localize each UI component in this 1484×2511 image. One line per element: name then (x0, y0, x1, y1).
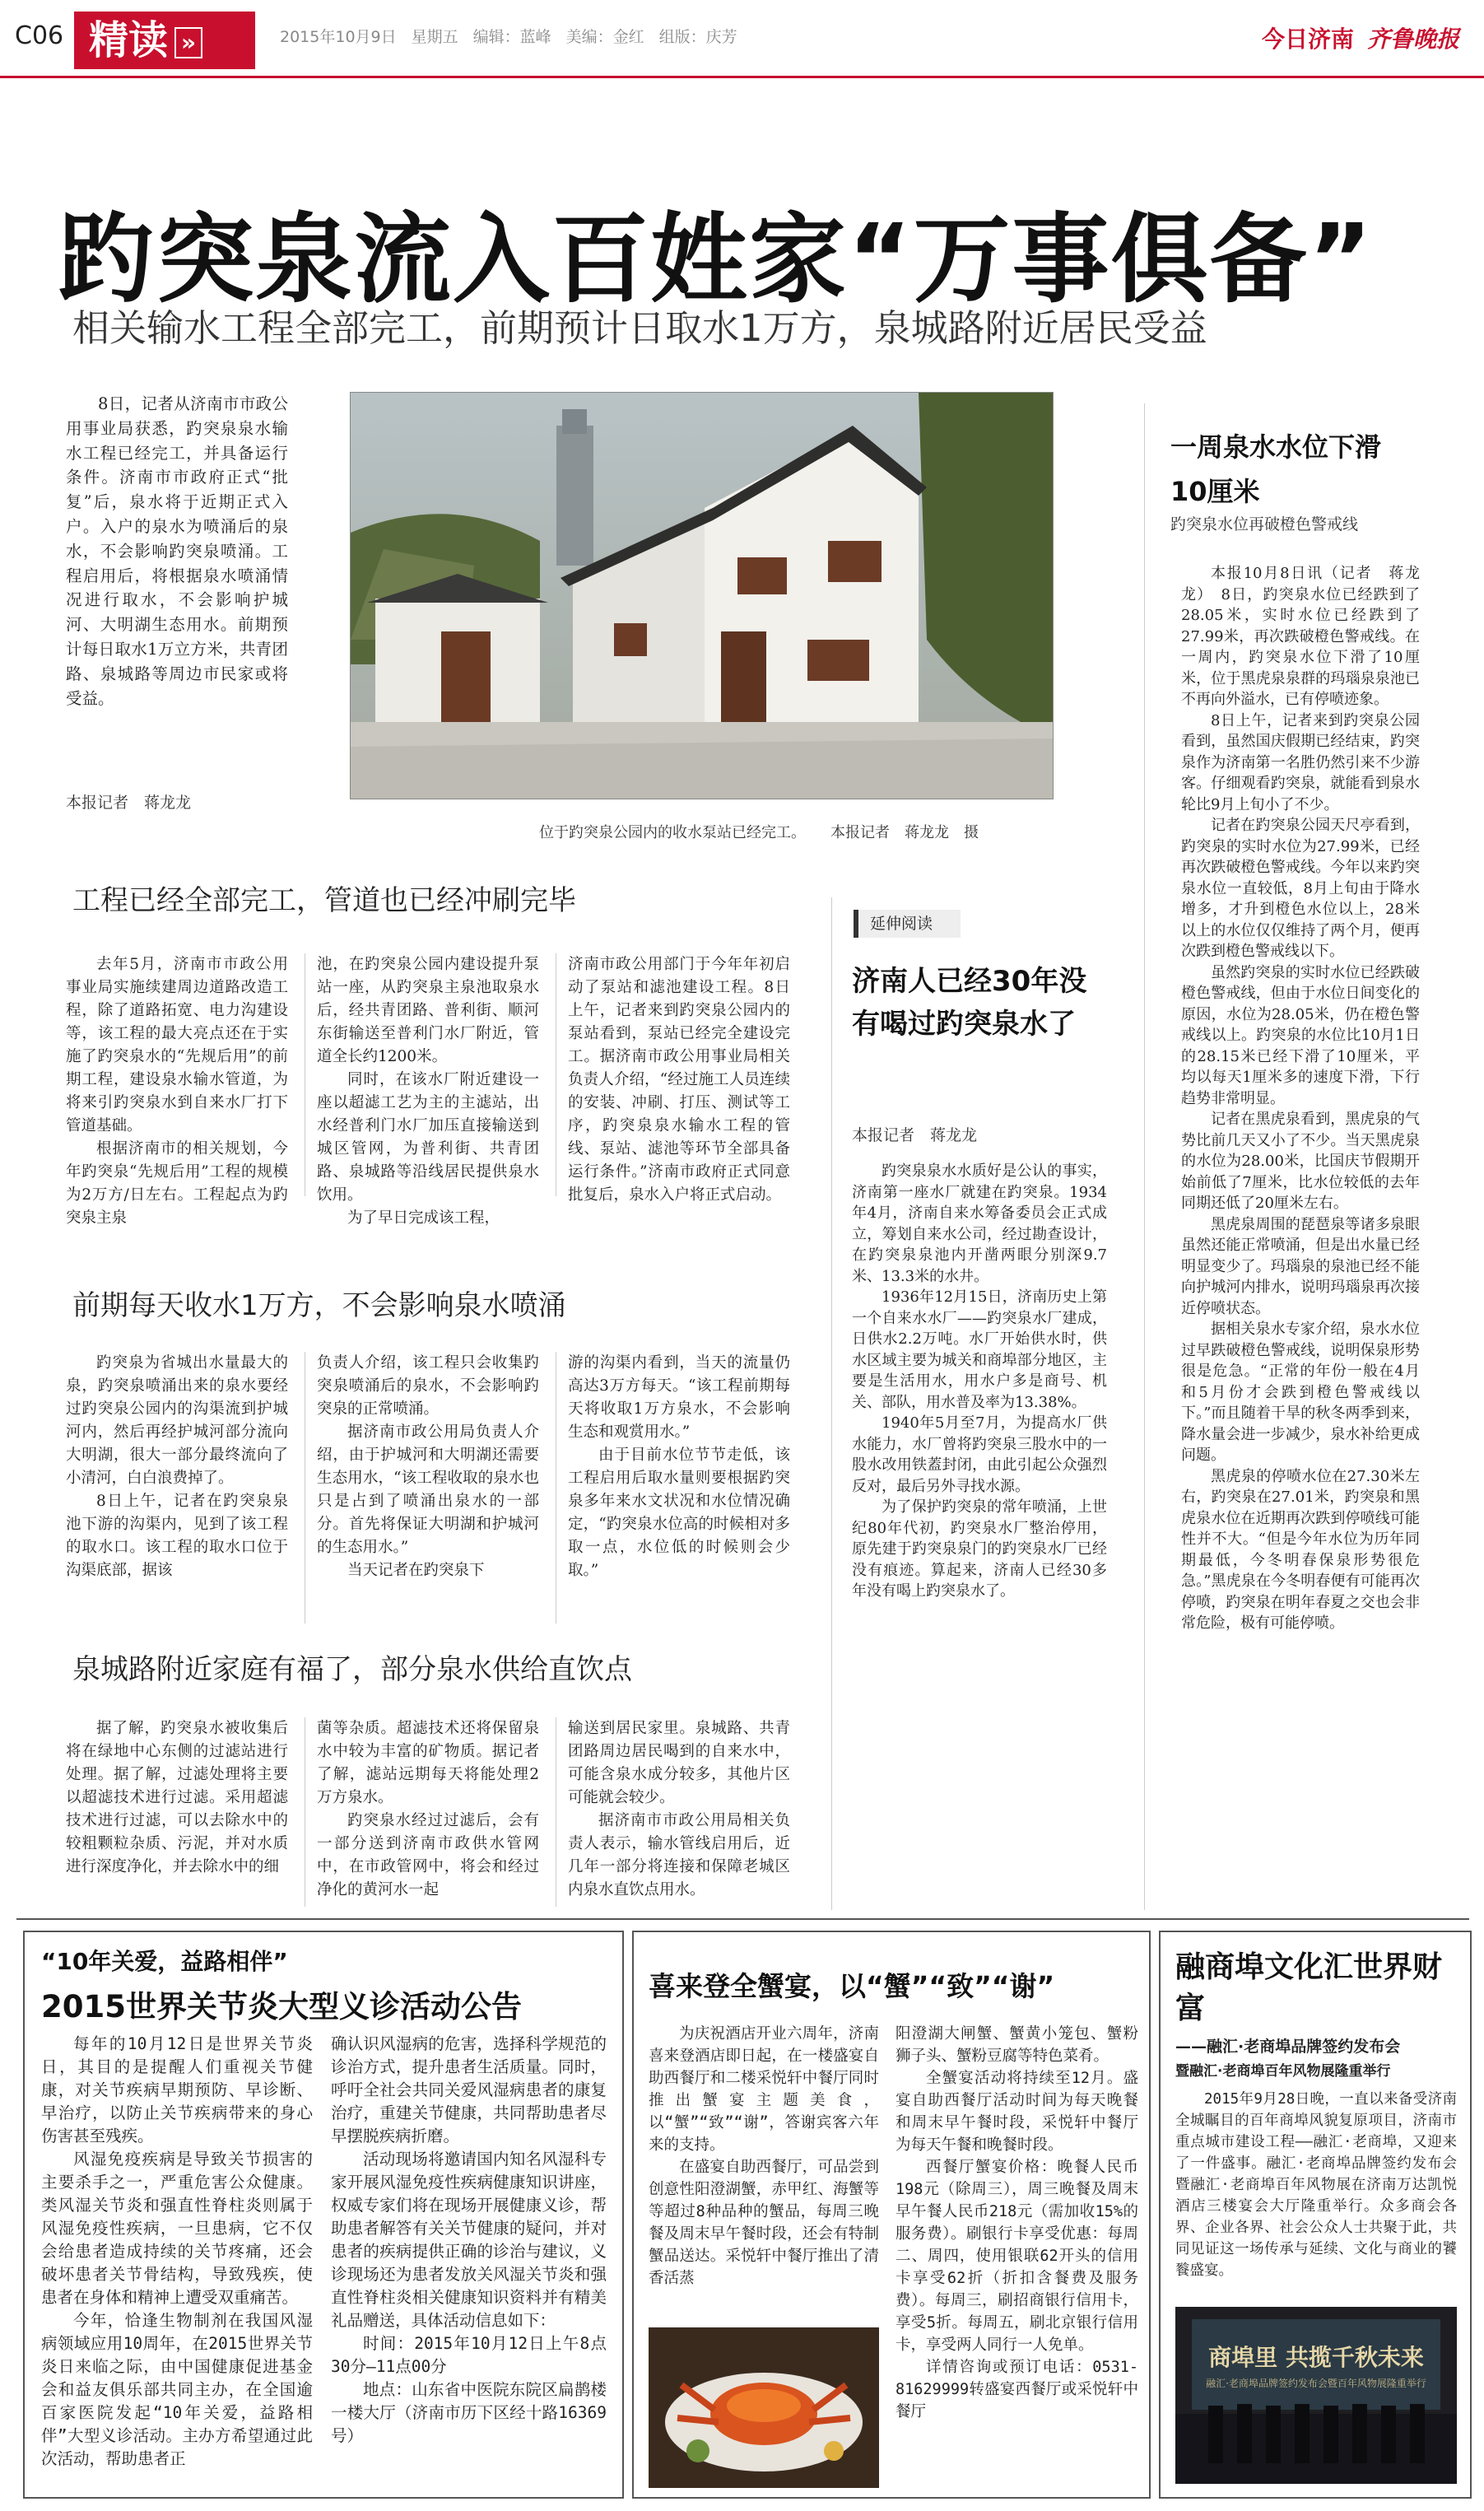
crab-illustration (649, 2327, 879, 2488)
paragraph: 今年，恰逢生物制剂在我国风湿病领域应用10周年，在2015世界关节炎日来临之际，由中国健康促进基金会和益友俱乐部共同主办，在全国逾百家医院发起“10年关爱，益路相伴”大型义诊活动。主办方希望通过此次活动，帮助患者正 (41, 2311, 313, 2468)
paragraph: 确认识风湿病的危害，选择科学规范的诊治方式，提升患者生活质量。同时，呼吁全社会共同关爱风湿病患者的康复治疗，重建关节健康，共同帮助患者尽早摆脱疾病折磨。 (331, 2034, 607, 2145)
extended-reading-body (852, 1161, 1107, 1602)
stage-banner-subtext: 融汇·老商埠品牌签约发布会暨百年风物展隆重举行 (1206, 2378, 1426, 2389)
paragraph: 据相关泉水专家介绍，泉水水位过早跌破橙色警戒线，说明保泉形势很是危急。“正常的年份一般在4月和5月份才会跌到橙色警戒线以下。”而且随着干旱的秋冬两季到来，降水量会进一步减少，泉水补给更成问题。 (1181, 1321, 1420, 1464)
paragraph: 去年5月，济南市市政公用事业局实施续建周边道路改造工程，除了道路拓宽、电力沟建设等，该工程的最大亮点还在于实施了趵突泉水的“先规后用”的前期工程，建设泉水输水管道，为将来引趵突泉水到自来水厂打下管道基础。 (66, 956, 288, 1134)
ad1-tag: “10年关爱，益路相伴” (41, 1948, 288, 1975)
ad3-subtitle-1: ——融汇·老商埠品牌签约发布会 (1175, 2038, 1401, 2056)
lead-byline: 本报记者 蒋龙龙 (66, 794, 192, 812)
paragraph: 趵突泉泉水水质好是公认的事实，济南第一座水厂就建在趵突泉。1934年4月，济南自来水筹备委员会正式成立，筹划自来水公司，经过勘查设计，在趵突泉泉池内开凿两眼分别深9.7米、13.3米的水井。 (852, 1162, 1107, 1285)
paragraph: 全蟹宴活动将持续至12月。盛宴自助西餐厅活动时间为每天晚餐和周末早午餐时段，采悦轩中餐厅为每天午餐和晚餐时段。 (896, 2070, 1138, 2154)
paragraph: 每年的10月12日是世界关节炎日，其目的是提醒人们重视关节健康，对关节疾病早期预防、早诊断、早治疗，以防止关节疾病带来的身心伤害甚至残疾。 (41, 2034, 313, 2145)
ad3-subtitle-2: 暨融汇·老商埠百年风物展隆重举行 (1175, 2063, 1391, 2080)
headline: 趵突泉流入百姓家“万事俱备” (58, 203, 1375, 316)
paragraph: 黑虎泉的停喷水位在27.30米左右，趵突泉在27.01米，趵突泉和黑虎泉水位在近期再次跌到停喷线可能性并不大。“但是今年水位为历年同期最低，今冬明春保泉形势很危急。”黑虎泉在今冬明春便有可能再次停喷，趵突泉在明年春夏之交也会非常危险，极有可能停喷。 (1181, 1467, 1420, 1632)
paragraph: 1940年5月至7月，为提高水厂供水能力，水厂曾将趵突泉三股水中的一股水改用铁蓋封闭，由此引起公众强烈反对，最后另外寻找水源。 (852, 1414, 1107, 1495)
paragraph: 济南市政公用部门于今年年初启动了泵站和滤池建设工程。8日上午，记者来到趵突泉公园内的泵站看到，泵站已经完全建设完工。据济南市政公用事业局相关负责人介绍，“经过施工人员连续的安装、冲刷、打压、测试等工序，趵突泉泉水输水工程的管线、泵站、滤池等环节全部具备运行条件。”济南市政府正式同意批复后，泉水入户将正式启动。 (568, 956, 790, 1204)
paragraph: 西餐厅蟹宴价格：晚餐人民币198元（除周三），周三晚餐及周末早午餐人民币218元（需加收15%的服务费）。刷银行卡享受优惠：每周二、周四，使用银联62开头的信用卡享受62折（折扣含餐费及服务费）。每周三，刷招商银行信用卡，享受5折。每周五，刷北京银行信用卡，享受两人同行一人免单。 (896, 2159, 1138, 2354)
sidebar-subtitle: 趵突泉水位再破橙色警戒线 (1170, 515, 1359, 533)
paragraph: 时间：2015年10月12日上午8点30分—11点00分 (331, 2334, 607, 2376)
header-right (1262, 21, 1459, 54)
editor-credit: 编辑：蓝峰 (472, 28, 551, 46)
section1-column-1 (66, 953, 288, 1230)
paragraph: 为庆祝酒店开业六周年，济南喜来登酒店即日起，在一楼盛宴自助西餐厅和二楼采悦轩中餐厅同时推出蟹宴主题美食，以“蟹”“致”“谢”，答谢宾客六年来的支持。 (649, 2025, 879, 2154)
paragraph: 当天记者在趵突泉下 (347, 1562, 485, 1579)
paragraph: 由于目前水位节节走低，该工程启用后取水量则要根据趵突泉多年来水文状况和水位情况确定，“趵突泉水位高的时候相对多取一点，水位低的时候则会少取。” (568, 1447, 790, 1579)
paragraph: 据了解，趵突泉水被收集后将在绿地中心东侧的过滤站进行处理。据了解，过滤处理将主要以超滤技术进行过滤。采用超滤技术进行过滤，可以去除水中的较粗颗粒杂质、污泥，并对水质进行深度净化，并去除水中的细 (66, 1720, 288, 1875)
paragraph: 本报10月8日讯（记者 蒋龙龙） 8日，趵突泉水位已经跌到了28.05米，实时水位已经跌到了27.99米，再次跌破橙色警戒线。在一周内，趵突泉水位下滑了10厘米，位于黑虎泉泉群的玛瑙泉泉池已不再向外溢水，已有停喷迹象。 (1181, 565, 1420, 708)
section1-column-2 (317, 953, 539, 1230)
layout-credit: 组版：庆芳 (658, 28, 737, 46)
stage-illustration (1175, 2307, 1457, 2484)
extension-divider (831, 897, 832, 1910)
photo-credit: 本报记者 蒋龙龙 摄 (830, 824, 979, 841)
sidebar-body (1181, 563, 1420, 1634)
pump-station-illustration (351, 393, 1054, 799)
photo-caption: 位于趵突泉公园内的收水泵站已经完工。 (539, 824, 806, 841)
ad1-column-2 (331, 2033, 607, 2448)
paragraph: 同时，在该水厂附近建设一座以超滤工艺为主的主滤站，出水经普利门水厂加压直接输送到城区管网，为普利街、共青团路、泉城路等沿线居民提供泉水饮用。 (317, 1071, 539, 1204)
header-rule (0, 76, 1484, 78)
issue-weekday: 星期五 (411, 28, 458, 46)
section-heading-3: 泉城路附近家庭有福了，部分泉水供给直饮点 (72, 1653, 632, 1686)
ad2-title: 喜来登全蟹宴，以“蟹”“致”“谢” (649, 1970, 1055, 2002)
ad-sheraton-crab-feast (632, 1931, 1151, 2499)
ad3-body: 2015年9月28日晚，一直以来备受济南全城瞩目的百年商埠风貌复原项目，济南市重点城市建设工程——融汇·老商埠，又迎来了一件盛事。融汇·老商埠品牌签约发布会暨融汇·老商埠百年风物展在济南万达凯悦酒店三楼宴会大厅隆重举行。众多商会各界、企业各界、社会公众人士共聚于此，共同见证这一场传承与延续、文化与商业的饕餮盛宴。 (1175, 2091, 1457, 2279)
section3-column-3 (568, 1717, 790, 1902)
paragraph: 详情咨询或预订电话：0531-81629999转盛宴西餐厅或采悦轩中餐厅 (896, 2359, 1138, 2420)
paragraph: 在盛宴自助西餐厅，可品尝到创意性阳澄湖蟹，赤甲红、海蟹等等超过8种品种的蟹品，每周三晚餐及周末早午餐时段，还会有特制蟹品送达。采悦轩中餐厅推出了清香活蒸 (649, 2159, 879, 2287)
paragraph: 根据济南市的相关规划，今年趵突泉“先规后用”工程的规模为2万方/日左右。工程起点为趵突泉主泉 (66, 1140, 288, 1227)
paragraph: 游的沟渠内看到，当天的流量仍高达3万方每天。“该工程前期每天将收取1万方泉水，不会影响生态和观赏用水。” (568, 1354, 790, 1441)
paragraph: 活动现场将邀请国内知名风湿科专家开展风湿免疫性疾病健康知识讲座，权威专家们将在现场开展健康义诊，帮助患者解答有关关节健康的疑问，并对患者的疾病提供正确的诊治与建议，义诊现场还为患者发放关风湿关节炎和强直性脊柱炎相关健康知识资料并有精美礼品赠送，具体活动信息如下： (331, 2150, 607, 2330)
paragraph: 输送到居民家里。泉城路、共青团路周边居民喝到的自来水中，可能含泉水成分较多，其他片区可能就会较少。 (568, 1720, 790, 1806)
event-photo (1175, 2307, 1457, 2484)
paragraph: 地点：山东省中医院东院区扁鹊楼一楼大厅（济南市历下区经十路16369号） (331, 2380, 607, 2445)
ad-band-rule (16, 1918, 1469, 1920)
paragraph: 趵突泉水经过过滤后，会有一部分送到济南市政供水管网中，在市政管网中，将会和经过净化的黄河水一起 (317, 1812, 539, 1898)
section1-column-3 (568, 953, 790, 1207)
extended-reading-tag: 延伸阅读 (854, 910, 961, 938)
paragraph: 据济南市政公用局负责人介绍，由于护城河和大明湖还需要生态用水，“该工程收取的泉水也只是占到了喷涌出泉水的一部分。首先将保证大明湖和护城河的生态用水。” (317, 1423, 539, 1556)
section-name: 精读 (89, 17, 169, 63)
section-heading-2: 前期每天收水1万方，不会影响泉水喷涌 (72, 1289, 566, 1322)
stage-banner-text: 商埠里 共揽千秋未来 (1208, 2344, 1424, 2371)
section2-column-1 (66, 1352, 288, 1582)
paragraph: 黑虎泉周围的琵琶泉等诸多泉眼虽然还能正常喷涌，但是出水量已经明显变少了。玛瑙泉的泉池已经不能向护城河内排水，说明玛瑙泉再次接近停喷状态。 (1181, 1215, 1420, 1317)
paragraph: 风湿免疫疾病是导致关节损害的主要杀手之一，严重危害公众健康。类风湿关节炎和强直性脊柱炎则属于风湿免疫性疾病，一旦患病，它不仅会给患者造成持续的关节疼痛，还会破坏患者关节骨结构，导致残疾，使患者在身体和精神上遭受双重痛苦。 (41, 2150, 313, 2307)
section2-column-2 (317, 1352, 539, 1582)
issue-meta (280, 25, 752, 47)
section3-column-2 (317, 1717, 539, 1902)
paragraph: 负责人介绍，该工程只会收集趵突泉喷涌后的泉水，不会影响趵突泉的正常喷涌。 (317, 1354, 539, 1418)
paragraph: 据济南市市政公用局相关负责人表示，输水管线启用后，近几年一部分将连接和保障老城区内泉水直饮点用水。 (568, 1812, 790, 1898)
paragraph: 菌等杂质。超滤技术还将保留泉水中较为丰富的矿物质。据记者了解，滤站远期每天将能处理2万方泉水。 (317, 1720, 539, 1806)
chevron-right-icon: » (174, 27, 202, 58)
paragraph: 记者在趵突泉公园天尺亭看到，趵突泉的实时水位为27.99米，已经再次跌破橙色警戒线。今年以来趵突泉水位一直较低，8月上旬由于降水增多，才升到橙色水位以上，28米以上的水位仅仅维持了两个月，便再次跌到橙色警戒线以下。 (1181, 817, 1420, 960)
photo-caption-row (539, 821, 979, 842)
ad2-column-2 (896, 2023, 1138, 2423)
ad1-title: 2015世界关节炎大型义诊活动公告 (41, 1989, 522, 2024)
ad-old-commercial-port (1159, 1931, 1472, 2499)
paragraph: 1936年12月15日，济南历史上第一个自来水水厂——趵突泉水厂建成，日供水2.2万吨。水厂开始供水时，供水区域主要为城关和商埠部分地区，主要是生活用水，用水户多是商号、机关、部队，用水普及率为13.38%。 (852, 1288, 1107, 1411)
paragraph: 池，在趵突泉公园内建设提升泵站一座，从趵突泉主泉池取泉水后，经共青团路、普利街、顺河东街输送至普利门水厂附近，管道全长约1200米。 (317, 956, 539, 1065)
art-editor-credit: 美编：金红 (565, 28, 644, 46)
lead-paragraph: 8日，记者从济南市市政公用事业局获悉，趵突泉泉水输水工程已经完工，并具备运行条件。济南市市政府正式“批复”后，泉水将于近期正式入户。入户的泉水为喷涌后的泉水，不会影响趵突泉喷涌。工程启用后，将根据泉水喷涌情况进行取水，不会影响护城河、大明湖生态用水。前期预计每日取水1万立方米，共青团路、泉城路等周边市民家或将受益。 (66, 394, 288, 708)
paragraph: 记者在黑虎泉看到，黑虎泉的气势比前几天又小了不少。当天黑虎泉的水位为28.00米，比国庆节假期开始前低了7厘米，比水位较低的去年同期还低了20厘米左右。 (1181, 1111, 1420, 1212)
section-heading-1: 工程已经全部完工，管道也已经冲刷完毕 (72, 884, 576, 917)
extended-reading-byline: 本报记者 蒋龙龙 (852, 1126, 978, 1144)
paragraph: 阳澄湖大闸蟹、蟹黄小笼包、蟹粉狮子头、蟹粉豆腐等特色菜肴。 (896, 2025, 1138, 2065)
section3-column-1 (66, 1717, 288, 1879)
paragraph: 虽然趵突泉的实时水位已经跌破橙色警戒线，但由于水位日间变化的原因，水位为28.05米，仍在橙色警戒线以上。趵突泉的水位比10月1日的28.15米已经下滑了10厘米，平均以每天1厘米多的速度下滑，下行趋势非常明显。 (1181, 963, 1420, 1107)
issue-date: 2015年10月9日 (280, 28, 397, 46)
section2-column-3 (568, 1352, 790, 1582)
page-code: C06 (15, 21, 64, 50)
section-badge (74, 12, 255, 69)
crab-dish-photo (649, 2327, 879, 2488)
subheadline: 相关输水工程全部完工，前期预计日取水1万方，泉城路附近居民受益 (72, 306, 1207, 350)
ad1-column-1 (41, 2033, 313, 2471)
paragraph: 8日上午，记者在趵突泉泉池下游的沟渠内，见到了该工程的取水口。该工程的取水口位于沟渠底部，据该 (66, 1493, 288, 1579)
header-column-name: 今日济南 (1261, 26, 1354, 53)
paragraph: 8日上午，记者来到趵突泉公园看到，虽然国庆假期已经结束，趵突泉作为济南第一名胜仍然引来不少游客。仔细观看趵突泉，就能看到泉水轮比9月上旬小了不少。 (1181, 711, 1420, 813)
ad-arthritis-clinic (23, 1931, 624, 2499)
paragraph: 趵突泉为省城出水量最大的泉，趵突泉喷涌出来的泉水要经过趵突泉公园内的沟渠流到护城河内，然后再经护城河部分流向大明湖，很大一部分最终流向了小清河，白白浪费掉了。 (66, 1354, 288, 1487)
ad3-title: 融商埠文化汇世界财富 (1175, 1950, 1443, 2025)
paragraph: 为了保护趵突泉的常年喷涌，上世纪80年代初，趵突泉水厂整治停用，原先建于趵突泉泉门的趵突泉水厂已经没有痕迹。算起来，济南人已经30多年没有喝上趵突泉水了。 (852, 1498, 1107, 1600)
sidebar-title: 一周泉水水位下滑10厘米 (1170, 431, 1382, 507)
news-photo (350, 392, 1054, 799)
ad2-column-1 (649, 2023, 879, 2290)
sidebar-divider (1144, 403, 1145, 1910)
extended-reading-title: 济南人已经30年没有喝过趵突泉水了 (852, 965, 1087, 1041)
paper-logo: 齐鲁晚报 (1366, 26, 1459, 53)
paragraph: 为了早日完成该工程， (347, 1209, 500, 1227)
